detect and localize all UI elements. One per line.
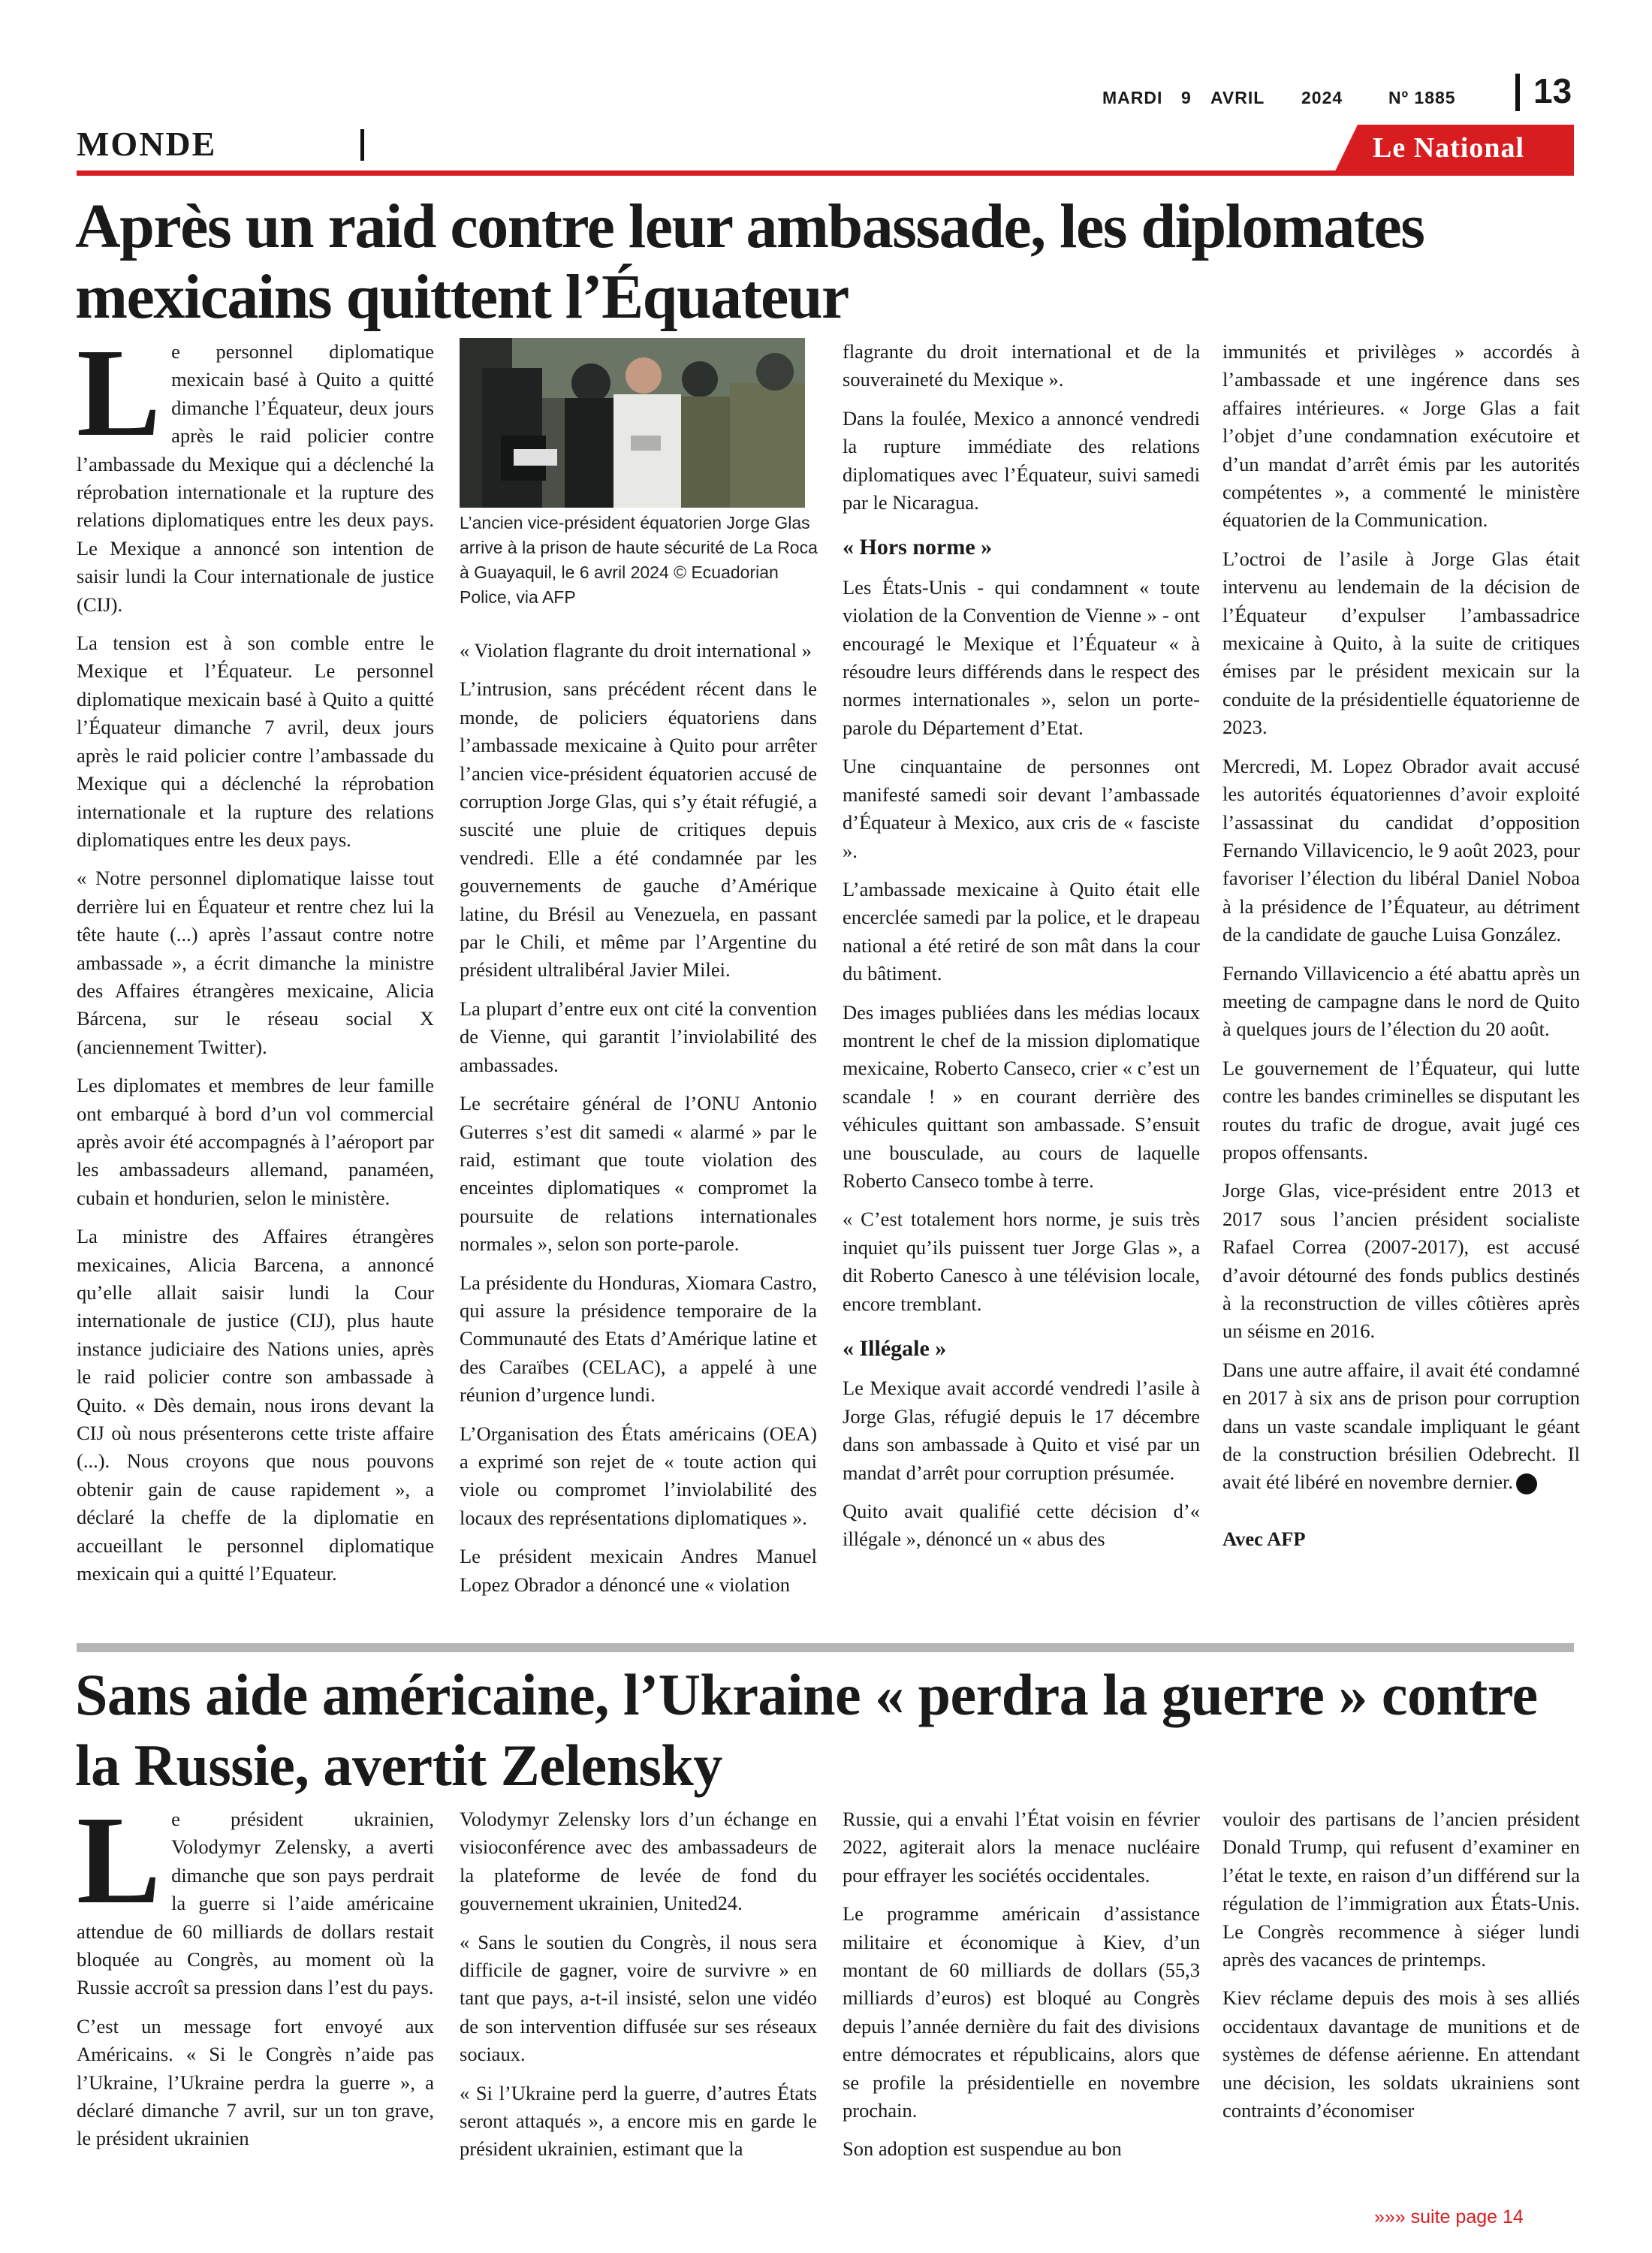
article2-column-2 xyxy=(460,1805,817,2174)
article1-paragraph: flagrante du droit international et de la souveraineté du Mexique ». xyxy=(843,340,1200,391)
issue-date-number: 9 xyxy=(1181,88,1192,107)
news-photo xyxy=(460,338,805,508)
article1-paragraph: L’ambassade mexicaine à Quito était elle encerclée samedi par la police, et le drapeau national a été retiré de son mât dans la cour du bâtiment. xyxy=(843,877,1200,985)
article2-paragraph: Le programme américain d’assistance militaire et économique à Kiev, d’un montant de 60 milliards de dollars (55,3 milliards d’euros) est bloqué au Congrès depuis l’année dernière du fait des divisions entre démocrates et républicains, alors que se profile la présidentielle en novembre prochain. xyxy=(843,1902,1200,2122)
issue-month: AVRIL xyxy=(1210,88,1265,107)
issue-day: MARDI xyxy=(1102,88,1163,107)
article2-paragraph: Kiev réclame depuis des mois à ses alliés occidentaux davantage de munitions et de systèmes de défense aérienne. En attendant une décision, les soldats ukrainiens sont contraints d’économiser xyxy=(1222,1986,1580,2122)
article1-paragraph: Quito avait qualifié cette décision d’« illégale », dénoncé un « abus des xyxy=(843,1500,1200,1551)
article1-paragraph: Le gouvernement de l’Équateur, qui lutte contre les bandes criminelles se disputant les routes du trafic de drogue, avait jugé ces propos offensants. xyxy=(1222,1056,1580,1163)
article1-paragraph: « Violation flagrante du droit international » xyxy=(460,639,812,662)
article1-paragraph: « Notre personnel diplomatique laisse tout derrière lui en Équateur et rentre chez lui la tête haute (...) après l’assaut contre notre ambassade », a écrit dimanche la ministre des Affaires étrangères mexicaine, Alicia Bárcena, sur le réseau social X (anciennement Twitter). xyxy=(77,867,434,1058)
article1-column-3 xyxy=(843,338,1200,1564)
subheading-illegale: « Illégale » xyxy=(843,1336,947,1361)
article1-paragraph: L’Organisation des États américains (OEA) a exprimé son rejet de « toute action qui viole ou compromet l’inviolabilité des locaux des représentations diplomatiques ». xyxy=(460,1422,817,1529)
article1-column-4 xyxy=(1222,338,1580,1564)
issue-year: 2024 xyxy=(1301,88,1343,107)
article1-paragraph: La présidente du Honduras, Xiomara Castro, qui assure la présidence temporaire de la Communauté des Etats d’Amérique latine et des Caraïbes (CELAC), a appelé à une réunion d’urgence lundi. xyxy=(460,1271,817,1407)
article2-column-3 xyxy=(843,1805,1200,2174)
article1-paragraph: Le Mexique avait accordé vendredi l’asile à Jorge Glas, réfugié depuis le 17 décembre dans son ambassade à Quito et visé par un mandat d’arrêt pour corruption présumée. xyxy=(843,1377,1200,1484)
article1-headline: Après un raid contre leur ambassade, les diplomates mexicains quittent l’Équateur xyxy=(75,192,1424,332)
drop-cap: L xyxy=(77,323,161,463)
article2-paragraph: « Si l’Ukraine perd la guerre, d’autres États seront attaqués », a encore mis en garde le président ukrainien, estimant que la xyxy=(460,2081,817,2161)
header-rule xyxy=(77,170,1574,176)
subheading-hors-norme: « Hors norme » xyxy=(843,535,993,560)
article1-paragraph: Dans la foulée, Mexico a annoncé vendredi la rupture immédiate des relations diplomatiques avec l’Équateur, suivi samedi par le Nicaragua. xyxy=(843,406,1200,514)
photo-caption: L’ancien vice-président équatorien Jorge Glas arrive à la prison de haute sécurité de La Roca à Guayaquil, le 6 avril 2024 © Ecuadorian Police, via AFP xyxy=(460,513,818,607)
brand-name: Le National xyxy=(1373,132,1525,164)
issue-number: Nº 1885 xyxy=(1388,88,1456,107)
article1-column-1 xyxy=(77,323,434,1598)
article1-paragraph: L’octroi de l’asile à Jorge Glas était intervenu au lendemain de la décision de l’Équateur d’expulser l’ambassadrice mexicaine à Quito, à la suite de critiques émises par le président mexicain sur la conduite de la présidentielle équatorienne de 2023. xyxy=(1222,547,1580,739)
article1-paragraph: Le secrétaire général de l’ONU Antonio Guterres s’est dit samedi « alarmé » par le raid, estimant que toute violation des enceintes diplomatiques « compromet la poursuite de relations internationales normales », selon son porte-parole. xyxy=(460,1092,817,1256)
article1-paragraph: Une cinquantaine de personnes ont manifesté samedi soir devant l’ambassade d’Équateur à Mexico, aux cris de « fasciste ». xyxy=(843,755,1200,862)
page-number-divider xyxy=(1515,74,1520,111)
continued-link[interactable]: »»» suite page 14 xyxy=(1374,2206,1524,2227)
end-of-article-icon xyxy=(1516,1473,1537,1494)
page-number: 13 xyxy=(1533,71,1572,110)
article2-paragraph: Volodymyr Zelensky lors d’un échange en visioconférence avec des ambassadeurs de la plateforme de levée de fond du gouvernement ukrainien, United24. xyxy=(460,1808,817,1915)
article2-paragraph: Son adoption est suspendue au bon xyxy=(843,2137,1122,2161)
article1-paragraph: Des images publiées dans les médias locaux montrent le chef de la mission diplomatique mexicaine, Roberto Canseco, crier « c’est un scandale ! » en courant derrière des véhicules quittant son ambassade. S’ensuit une bousculade, au cours de laquelle Roberto Canseco tombe à terre. xyxy=(843,1000,1200,1192)
article2-column-1 xyxy=(77,1790,434,2164)
section-title: MONDE xyxy=(77,125,217,163)
article1-paragraph: Les États-Unis - qui condamnent « toute violation de la Convention de Vienne » - ont encouragé le Mexique et l’Équateur « à résoudre leurs différends dans le respect des normes internationales », selon un porte-parole du Département d’Etat. xyxy=(843,575,1200,739)
article1-paragraph: La plupart d’entre eux ont cité la convention de Vienne, qui garantit l’inviolabilité des ambassades. xyxy=(460,997,817,1076)
article1-paragraph: Mercredi, M. Lopez Obrador avait accusé les autorités équatoriennes d’avoir exploité l’assassinat du candidat d’opposition Fernando Villavicencio, le 9 août 2023, pour favoriser l’élection du libéral Daniel Noboa à la présidence de l’Équateur, au détriment de la candidate de gauche Luisa González. xyxy=(1222,754,1580,946)
article2-paragraph: « Sans le soutien du Congrès, il nous sera difficile de gagner, voire de survivre » en tant que pays, a-t-il insisté, selon une vidéo de son intervention diffusée sur ses réseaux sociaux. xyxy=(460,1930,817,2066)
article1-paragraph: Fernando Villavicencio a été abattu après un meeting de campagne dans le nord de Quito à quelques jours de l’élection du 20 août. xyxy=(1222,961,1580,1041)
section-divider xyxy=(360,129,364,161)
article1-paragraph: Dans une autre affaire, il avait été condamné en 2017 à six ans de prison pour corruption dans un vaste scandale impliquant le géant de la construction brésilien Odebrecht. Il avait été libéré en novembre dernier. xyxy=(1222,1358,1580,1494)
article1-paragraph: La tension est à son comble entre le Mexique et l’Équateur. Le personnel diplomatique mexicain basé à Quito a quitté l’Équateur dimanche 7 avril, deux jours après le raid policier contre l’ambassade du Mexique qui a déclenché la réprobation internationale et la rupture des relations diplomatiques entre les deux pays. xyxy=(77,632,434,851)
article-separator xyxy=(77,1643,1574,1652)
article2-paragraph: C’est un message fort envoyé aux Américains. « Si le Congrès n’aide pas l’Ukraine, l’Ukraine perdra la guerre », a déclaré dimanche 7 avril, sur un ton grave, le président ukrainien xyxy=(77,2014,434,2150)
article2-headline: Sans aide américaine, l’Ukraine « perdra la guerre » contre la Russie, avertit Zelensky xyxy=(75,1662,1538,1798)
article1-paragraph: immunités et privilèges » accordés à l’ambassade et une ingérence dans ses affaires intérieures. « Jorge Glas a fait l’objet d’une condamnation exécutoire et d’un mandat d’arrêt émis par les autorités compétentes », a commenté le ministère équatorien de la Communication. xyxy=(1222,340,1580,532)
drop-cap: L xyxy=(77,1790,161,1930)
article1-paragraph: « C’est totalement hors norme, je suis très inquiet qu’ils puissent tuer Jorge Glas », a dit Roberto Canesco à une télévision locale, encore tremblant. xyxy=(843,1208,1200,1315)
article-signature: Avec AFP xyxy=(1222,1527,1306,1550)
article1-paragraph: L’intrusion, sans précédent récent dans le monde, de policiers équatoriens dans l’ambassade mexicaine à Quito pour arrêter l’ancien vice-président équatorien accusé de corruption Jorge Glas, qui s’y était réfugié, a suscité une pluie de critiques depuis vendredi. Elle a été condamnée par les gouvernements de gauche d’Amérique latine, du Brésil au Venezuela, en passant par le Chili, et même par l’Argentine du président ultralibéral Javier Milei. xyxy=(460,677,817,982)
article2-paragraph: Russie, qui a envahi l’État voisin en février 2022, agiterait alors la menace nucléaire pour effrayer les sociétés occidentales. xyxy=(843,1808,1200,1887)
photo-illustration xyxy=(460,338,805,508)
article1-paragraph: Le président mexicain Andres Manuel Lopez Obrador a dénoncé une « violation xyxy=(460,1545,817,1596)
article1-paragraph: Jorge Glas, vice-président entre 2013 et 2017 sous l’ancien président socialiste Rafael Correa (2007-2017), est accusé d’avoir détourné des fonds publics destinés à la reconstruction de villes côtières après un séisme en 2016. xyxy=(1222,1179,1580,1343)
article1-paragraph: La ministre des Affaires étrangères mexicaines, Alicia Barcena, a annoncé qu’elle allait saisir lundi la Cour internationale de justice (CIJ), plus haute instance judiciaire des Nations unies, après le raid policier contre son ambassade à Quito. « Dès demain, nous irons devant la CIJ où nous présenterons cette triste affaire (...). Nous croyons que nous pouvons obtenir gain de cause rapidement », a déclaré la cheffe de la diplomatie en accueillant le personnel diplomatique mexicain qui a quitté l’Equateur. xyxy=(77,1225,434,1585)
article2-column-4 xyxy=(1222,1805,1580,2135)
article1-paragraph: Les diplomates et membres de leur famille ont embarqué à bord d’un vol commercial après avoir été accompagnés à l’aéroport par les ambassadeurs allemand, panaméen, cubain et hondurien, selon le ministère. xyxy=(77,1074,434,1209)
article2-paragraph: vouloir des partisans de l’ancien président Donald Trump, qui refusent d’examiner en l’état le texte, en raison d’un différend sur la régulation de l’immigration aux États-Unis. Le Congrès recommence à siéger lundi après des vacances de printemps. xyxy=(1222,1808,1580,1971)
article2-paragraph: Le président ukrainien, Volodymyr Zelensky, a averti dimanche que son pays perdrait la guerre si l’aide américaine attendue de 60 milliards de dollars restait bloquée au Congrès, au moment où la Russie accroît sa pression dans l’est du pays. xyxy=(77,1790,434,1999)
article1-paragraph: Le personnel diplomatique mexicain basé à Quito a quitté dimanche l’Équateur, deux jours après le raid policier contre l’ambassade du Mexique qui a déclenché la réprobation internationale et la rupture des relations diplomatiques entre les deux pays. Le Mexique a annoncé son intention de saisir lundi la Cour internationale de justice (CIJ). xyxy=(77,323,434,616)
article1-column-2 xyxy=(460,637,817,1609)
